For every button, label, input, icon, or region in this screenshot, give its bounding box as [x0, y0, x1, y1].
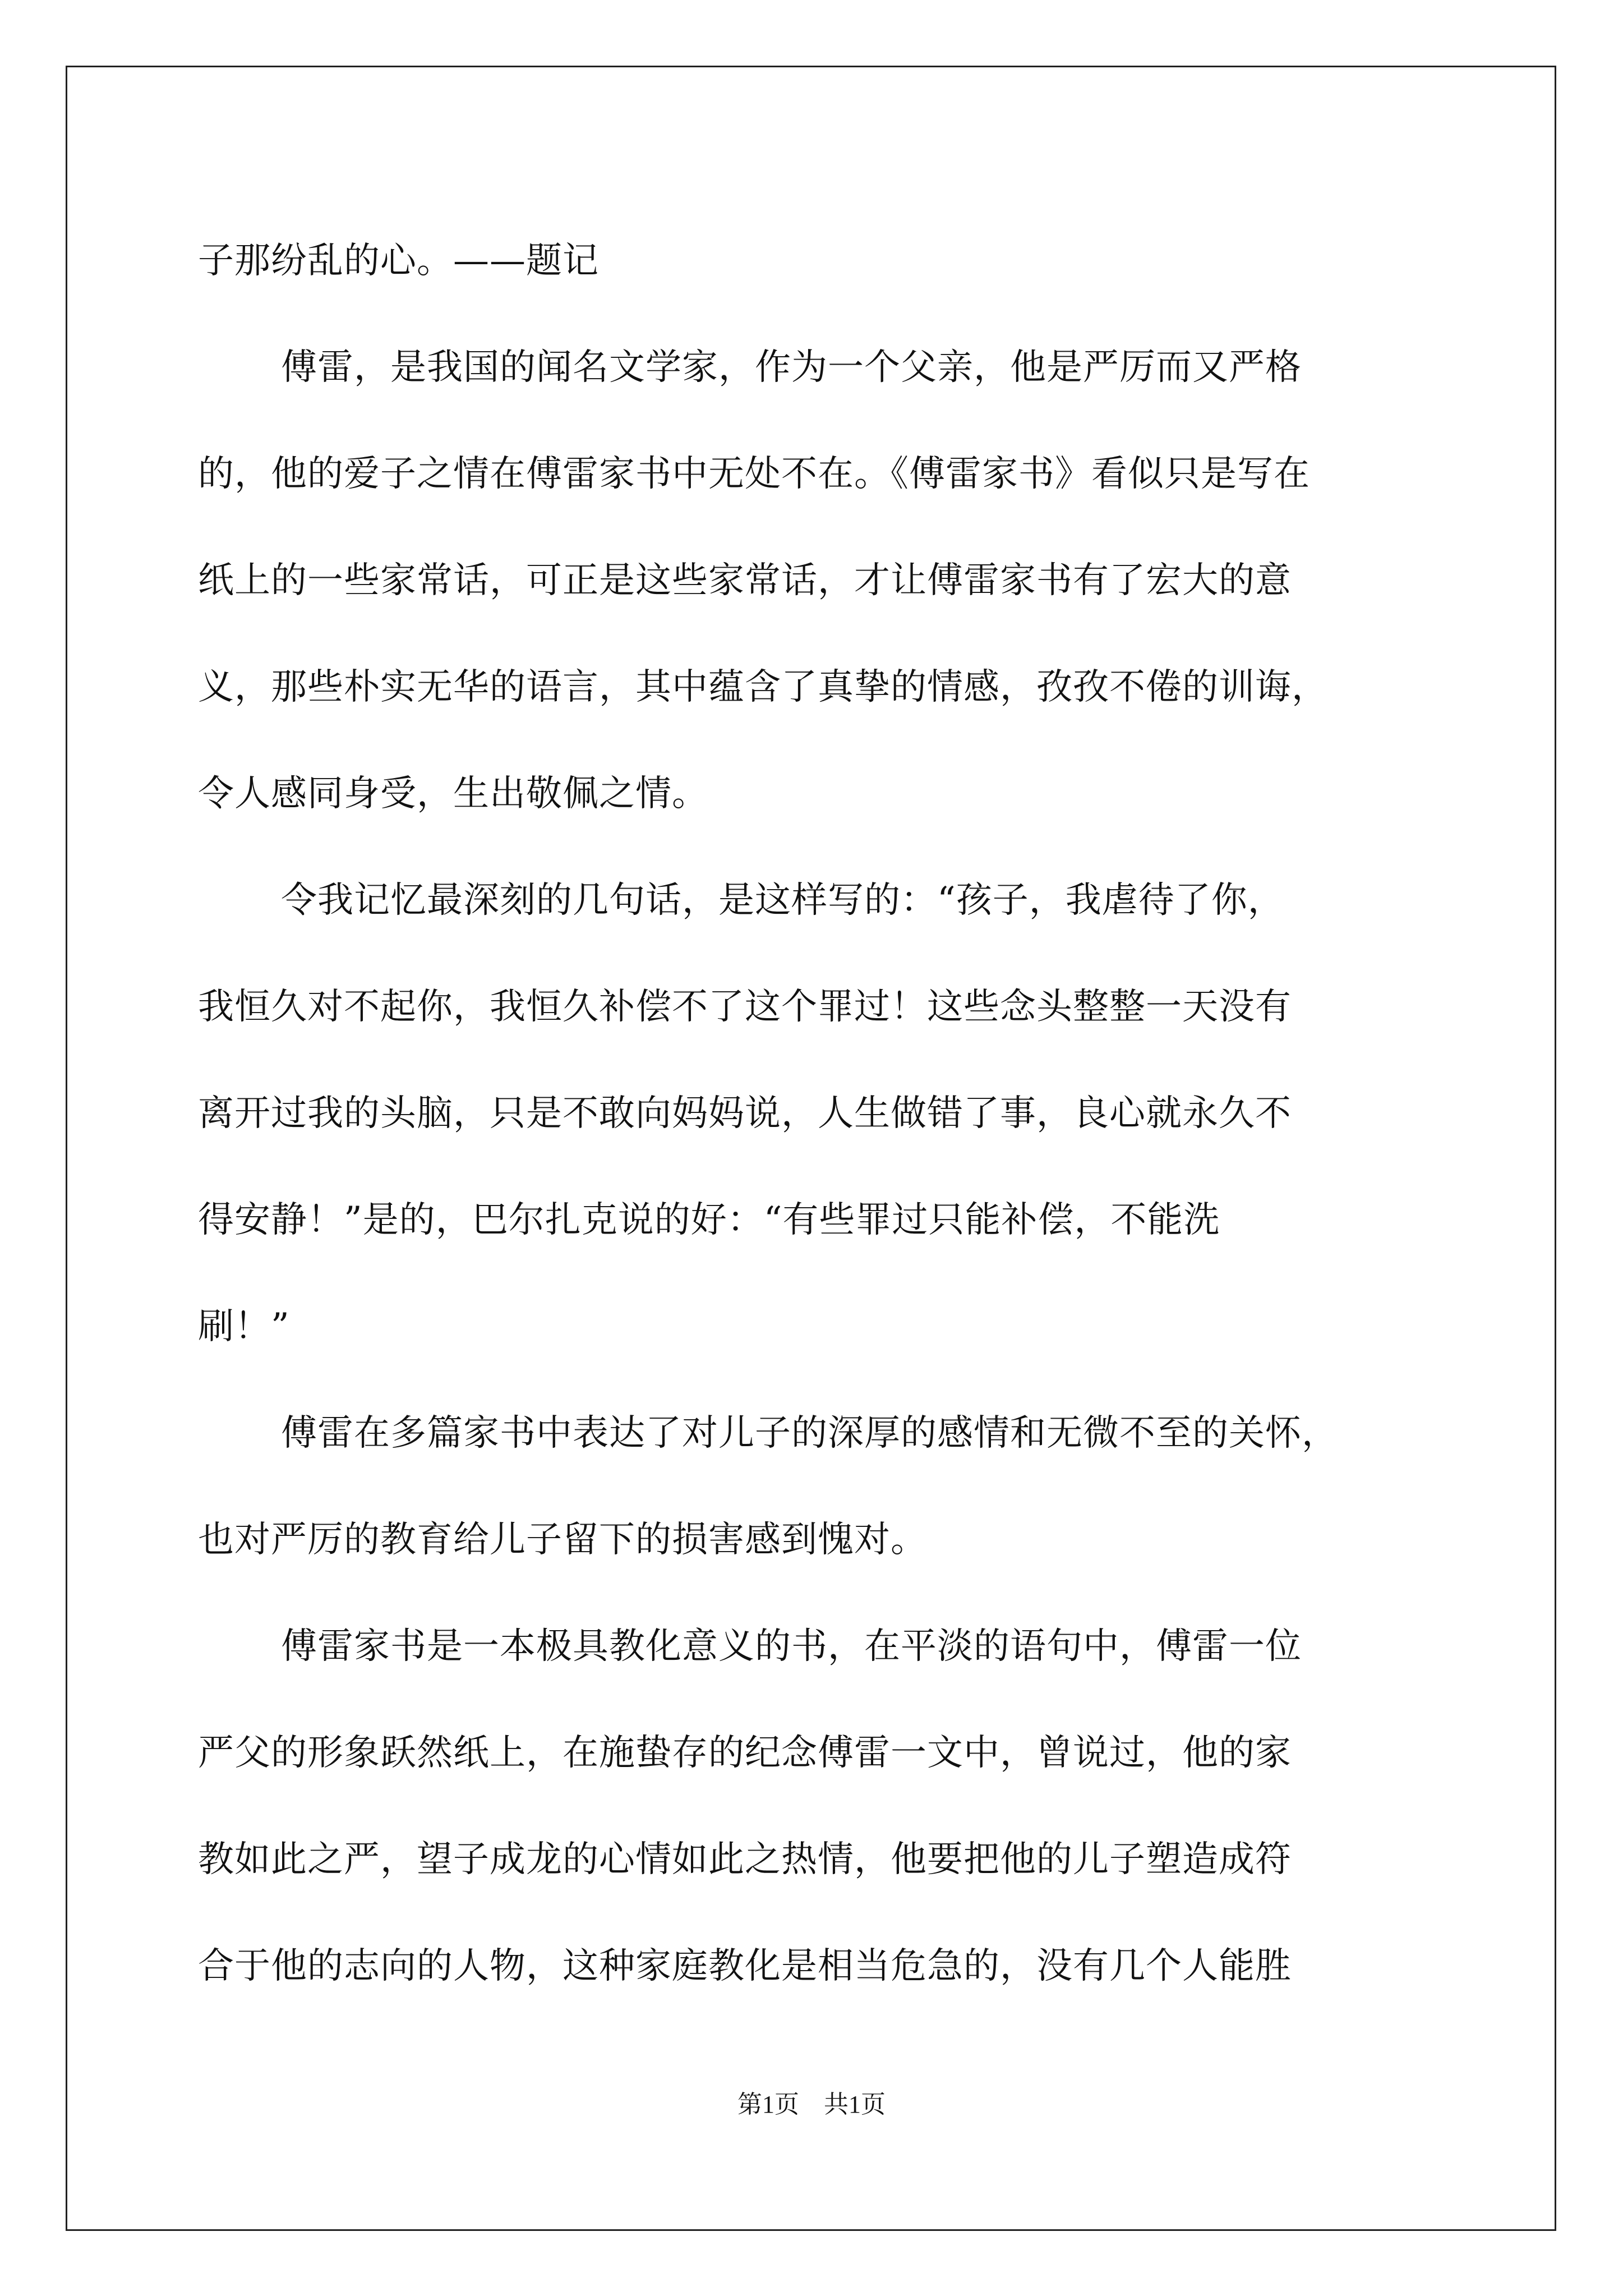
text-line: 令我记忆最深刻的几句话，是这样写的：“孩子，我虐待了你， — [281, 880, 1284, 921]
text-line: 义，那些朴实无华的语言，其中蕴含了真挚的情感，孜孜不倦的训诲， — [198, 666, 1328, 708]
text-line: 合于他的志向的人物，这种家庭教化是相当危急的，没有几个人能胜 — [198, 1945, 1292, 1987]
document-body — [198, 208, 1432, 2019]
text-line: 子那纷乱的心。——题记 — [198, 240, 599, 282]
text-line: 也对严厉的教育给儿子留下的损害感到愧对。 — [198, 1519, 927, 1561]
text-line: 教如此之严，望子成龙的心情如此之热情，他要把他的儿子塑造成符 — [198, 1839, 1292, 1880]
text-line: 傅雷，是我国的闻名文学家，作为一个父亲，他是严厉而又严格 — [281, 347, 1302, 388]
text-line: 纸上的一些家常话，可正是这些家常话，才让傅雷家书有了宏大的意 — [198, 560, 1292, 601]
text-line: 离开过我的头脑，只是不敢向妈妈说，人生做错了事，良心就永久不 — [198, 1093, 1292, 1134]
text-line: 令人感同身受，生出敬佩之情。 — [198, 773, 708, 815]
text-line: 得安静！”是的，巴尔扎克说的好：“有些罪过只能补偿，不能洗 — [198, 1199, 1220, 1241]
text-line: 傅雷家书是一本极具教化意义的书，在平淡的语句中，傅雷一位 — [281, 1626, 1302, 1667]
page-number-footer: 第1页 共1页 — [737, 2091, 886, 2118]
text-line: 傅雷在多篇家书中表达了对儿子的深厚的感情和无微不至的关怀， — [281, 1412, 1338, 1454]
text-line: 的，他的爱子之情在傅雷家书中无处不在。《傅雷家书》看似只是写在 — [198, 453, 1310, 495]
text-line: 严父的形象跃然纸上，在施蛰存的纪念傅雷一文中，曾说过，他的家 — [198, 1732, 1292, 1774]
text-line: 我恒久对不起你，我恒久补偿不了这个罪过！这些念头整整一天没有 — [198, 986, 1292, 1028]
text-line: 刷！” — [198, 1306, 290, 1347]
